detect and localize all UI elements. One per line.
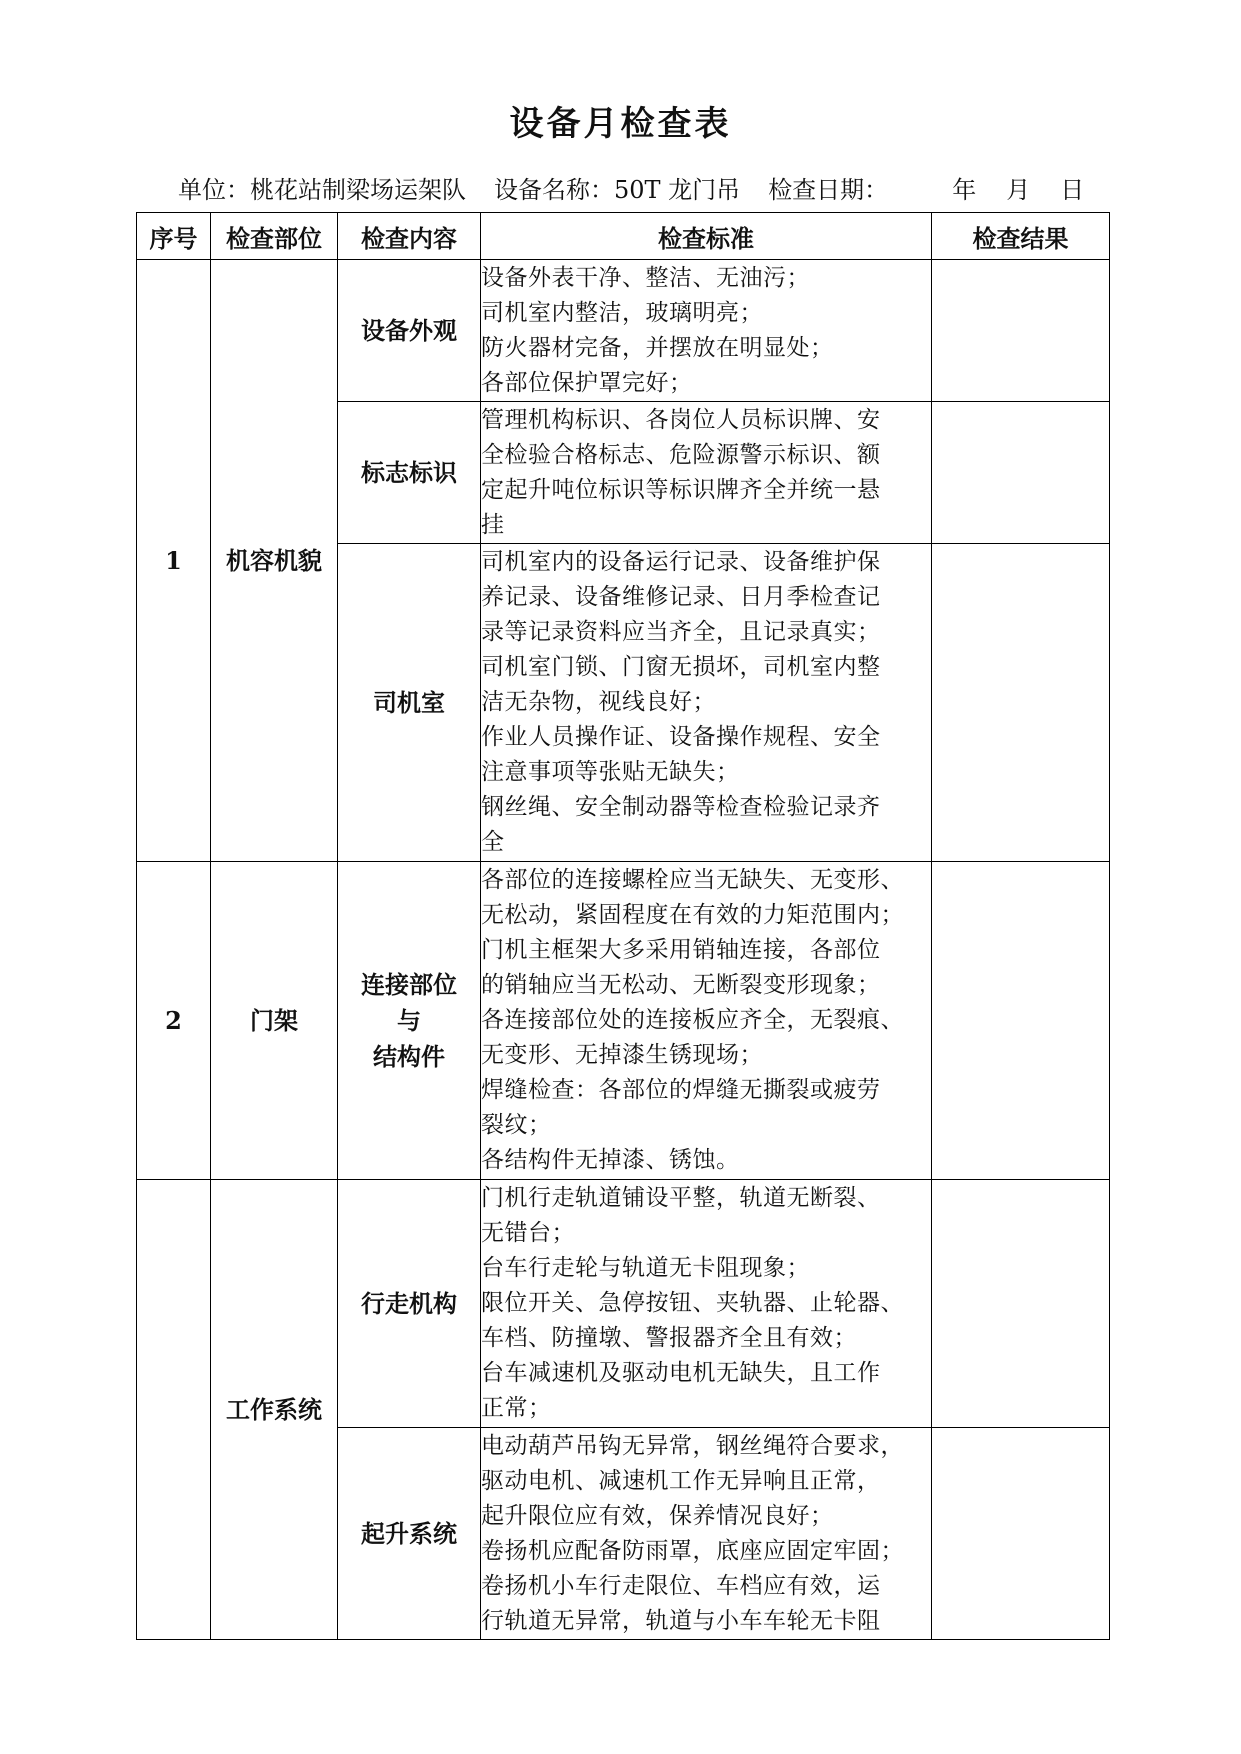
row-standard: 设备外表干净、整洁、无油污； 司机室内整洁，玻璃明亮； 防火器材完备，并摆放在明显处； 各部位保护罩完好；	[481, 260, 932, 402]
table-row	[137, 260, 1110, 402]
equipment-value: 50T 龙门吊	[614, 176, 741, 204]
header-content: 检查内容	[338, 213, 481, 260]
row-standard: 门机行走轨道铺设平整，轨道无断裂、 无错台； 台车行走轮与轨道无卡阻现象； 限位开关、急停按钮、夹轨器、止轮器、 车档、防撞墩、警报器齐全且有效； 台车减速机及驱动电机无缺失，且工作 正常；	[481, 1180, 932, 1428]
row-part: 机容机貌	[211, 260, 338, 862]
unit-label: 单位：	[178, 176, 250, 204]
row-content: 标志标识	[338, 402, 481, 544]
row-result-cell[interactable]	[932, 544, 1110, 862]
header-result: 检查结果	[932, 213, 1110, 260]
header-part: 检查部位	[211, 213, 338, 260]
page-title: 设备月检查表	[509, 104, 732, 144]
row-standard: 电动葫芦吊钩无异常，钢丝绳符合要求， 驱动电机、减速机工作无异响且正常， 起升限位应有效，保养情况良好； 卷扬机应配备防雨罩，底座应固定牢固； 卷扬机小车行走限位、车档应有效，运 行轨道无异常，轨道与小车车轮无卡阻	[481, 1428, 932, 1640]
header-no: 序号	[137, 213, 211, 260]
unit-value: 桃花站制梁场运架队	[250, 176, 466, 204]
row-content: 行走机构	[338, 1180, 481, 1428]
table-row	[137, 1180, 1110, 1428]
row-result-cell[interactable]	[932, 1180, 1110, 1428]
row-content: 连接部位 与 结构件	[338, 862, 481, 1180]
row-no: 2	[137, 862, 211, 1180]
row-content: 起升系统	[338, 1428, 481, 1640]
row-part: 工作系统	[211, 1180, 338, 1640]
row-part: 门架	[211, 862, 338, 1180]
table-header-row	[137, 213, 1110, 260]
date-year: 年	[952, 176, 977, 204]
row-standard: 司机室内的设备运行记录、设备维护保 养记录、设备维修记录、日月季检查记 录等记录资料应当齐全，且记录真实； 司机室门锁、门窗无损坏，司机室内整 洁无杂物，视线良好； 作业人员操作证、设备操作规程、安全 注意事项等张贴无缺失； 钢丝绳、安全制动器等检查检验记录齐 全	[481, 544, 932, 862]
header-standard: 检查标准	[481, 213, 932, 260]
header-info-line	[178, 170, 1084, 205]
inspection-table	[136, 212, 1110, 1640]
row-result-cell[interactable]	[932, 260, 1110, 402]
row-standard: 管理机构标识、各岗位人员标识牌、安 全检验合格标志、危险源警示标识、额 定起升吨位标识等标识牌齐全并统一悬 挂	[481, 402, 932, 544]
row-content: 司机室	[338, 544, 481, 862]
row-result-cell[interactable]	[932, 402, 1110, 544]
row-result-cell[interactable]	[932, 862, 1110, 1180]
date-label: 检查日期：	[768, 176, 889, 204]
row-standard: 各部位的连接螺栓应当无缺失、无变形、 无松动，紧固程度在有效的力矩范围内； 门机主框架大多采用销轴连接，各部位 的销轴应当无松动、无断裂变形现象； 各连接部位处的连接板应齐全，无裂痕、 无变形、无掉漆生锈现场； 焊缝检查：各部位的焊缝无撕裂或疲劳 裂纹； 各结构件无掉漆、锈蚀。	[481, 862, 932, 1180]
date-month: 月	[1006, 176, 1031, 204]
date-day: 日	[1060, 176, 1085, 204]
row-content: 设备外观	[338, 260, 481, 402]
equipment-label: 设备名称：	[494, 176, 614, 204]
table-row	[137, 862, 1110, 1180]
row-no: 1	[137, 260, 211, 862]
row-result-cell[interactable]	[932, 1428, 1110, 1640]
row-no	[137, 1180, 211, 1640]
